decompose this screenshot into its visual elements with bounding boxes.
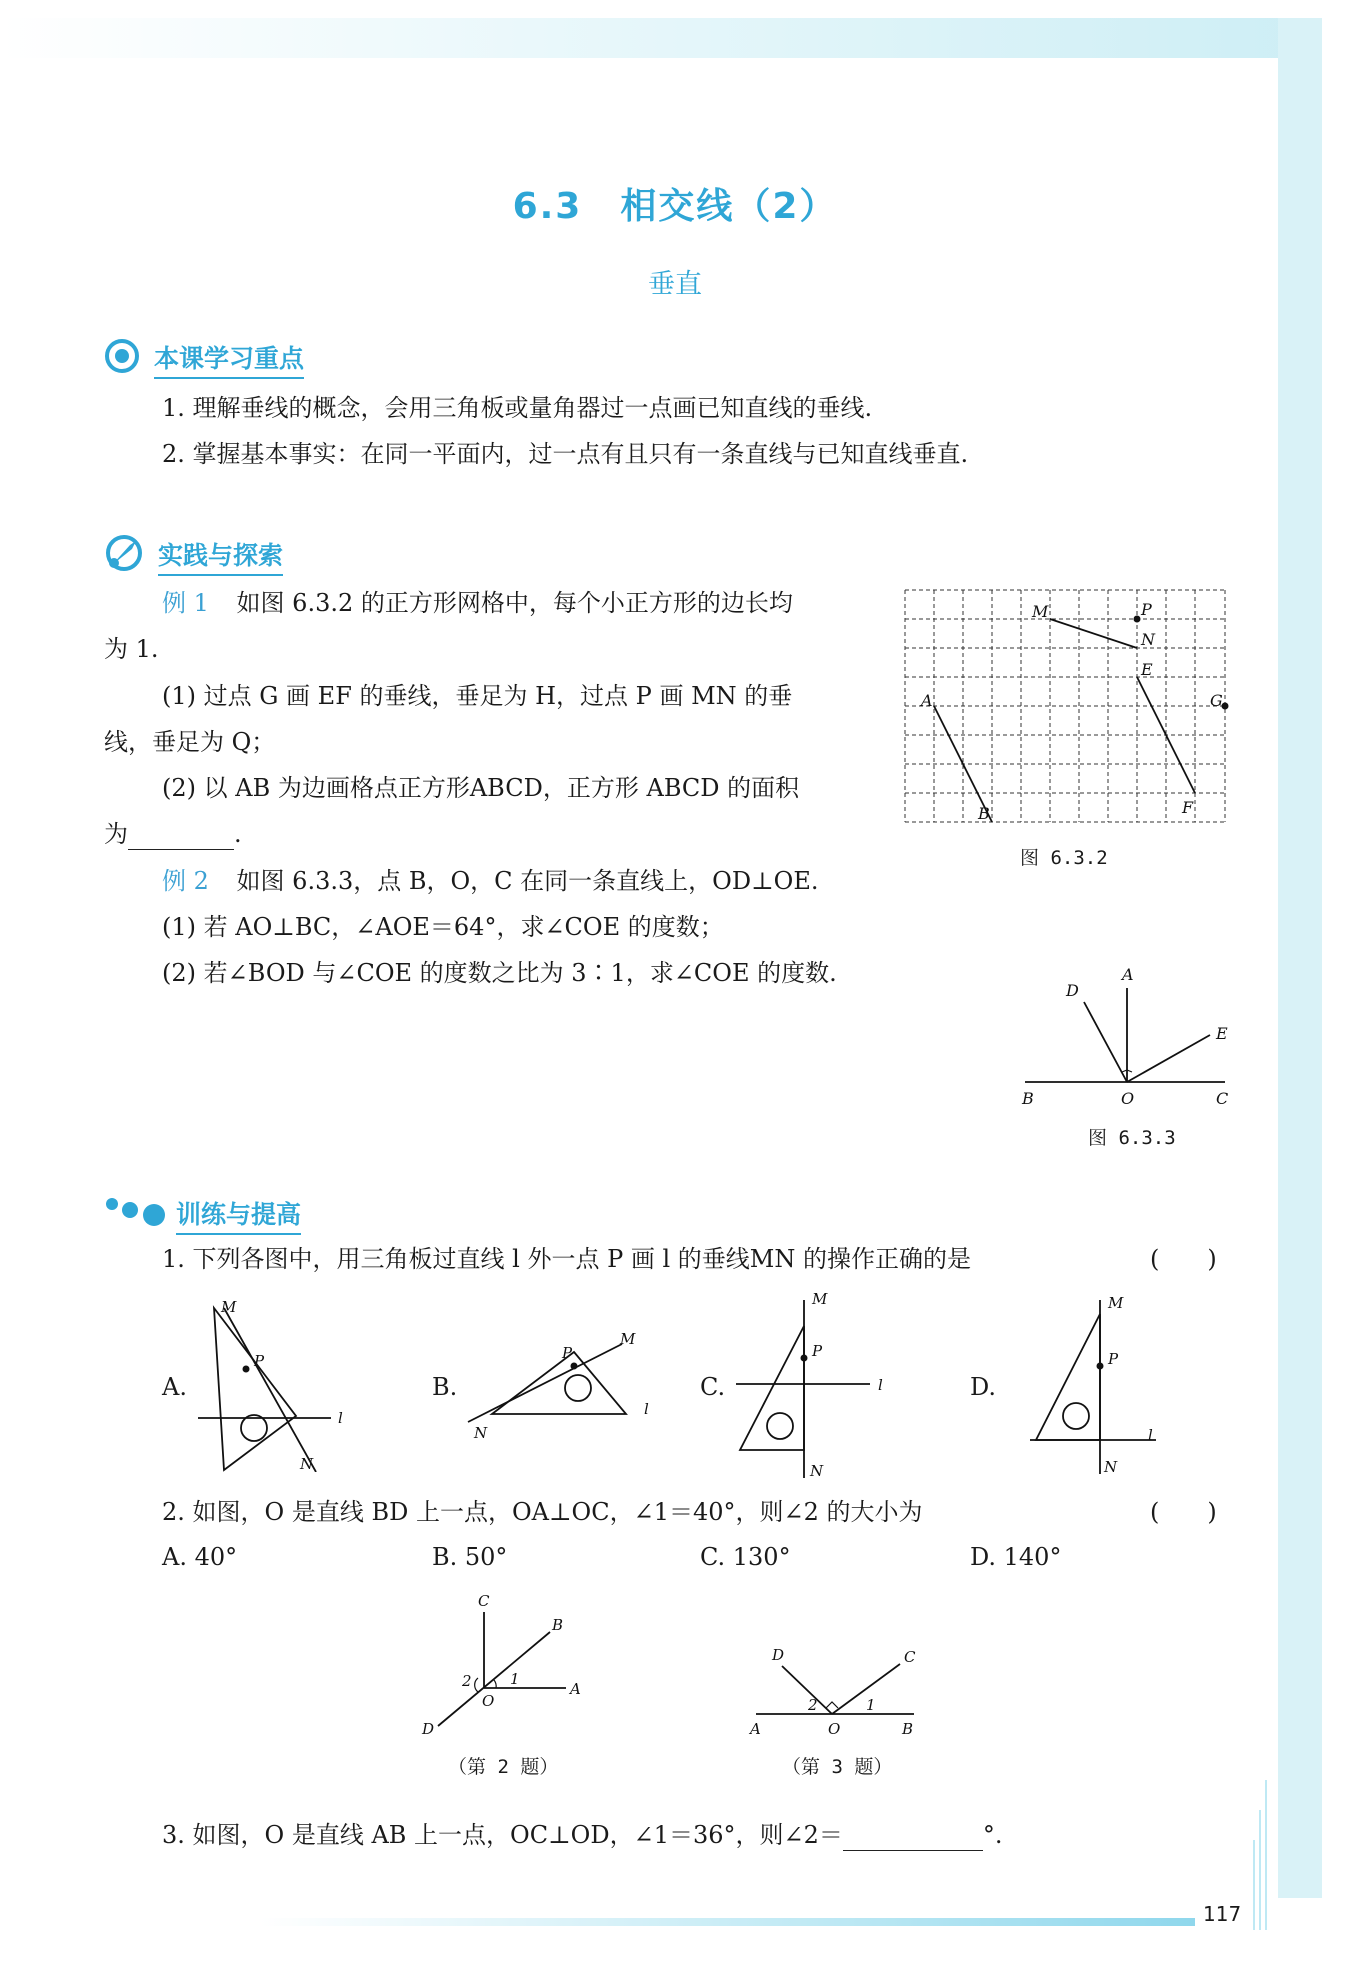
label-O: O bbox=[828, 1720, 841, 1738]
example-2-q1: (1) 若 AO⊥BC，∠AOE＝64°，求∠COE 的度数； bbox=[162, 913, 724, 941]
example-1-line1: 如图 6.3.2 的正方形网格中，每个小正方形的边长均 bbox=[236, 589, 793, 617]
label-l: l bbox=[878, 1376, 883, 1394]
label-1: 1 bbox=[510, 1670, 520, 1688]
label-P: P bbox=[812, 1342, 823, 1360]
figure-6-3-2-caption: 图 6.3.2 bbox=[1020, 847, 1108, 869]
label-A: A bbox=[570, 1680, 581, 1698]
label-C: C bbox=[904, 1648, 916, 1666]
label-N: N bbox=[300, 1455, 314, 1472]
label-C: C bbox=[1216, 1089, 1229, 1108]
label-A: A bbox=[921, 691, 933, 710]
choice-D[interactable]: D. 140° bbox=[970, 1543, 1062, 1571]
label-P: P bbox=[562, 1344, 573, 1362]
label-2: 2 bbox=[808, 1696, 818, 1714]
focus-item-2: 2. 掌握基本事实：在同一平面内，过一点有且只有一条直线与已知直线垂直. bbox=[162, 440, 969, 468]
label-D: D bbox=[1066, 981, 1079, 1000]
figure-6-3-2 bbox=[900, 585, 1240, 835]
question-2-text: 2. 如图，O 是直线 BD 上一点，OA⊥OC，∠1＝40°，则∠2 的大小为 bbox=[162, 1498, 923, 1526]
label-N: N bbox=[1141, 630, 1155, 649]
example-2-line1: 如图 6.3.3，点 B，O，C 在同一条直线上，OD⊥OE. bbox=[236, 867, 819, 895]
choice-A[interactable]: A. 40° bbox=[162, 1543, 238, 1571]
question-3-caption: （第 3 题） bbox=[782, 1756, 893, 1778]
option-B-label: B. bbox=[432, 1373, 458, 1401]
label-A: A bbox=[1122, 965, 1134, 984]
label-M: M bbox=[812, 1290, 828, 1308]
option-C-label: C. bbox=[700, 1373, 726, 1401]
question-3-tail: °. bbox=[982, 1821, 1003, 1849]
label-M: M bbox=[1032, 602, 1049, 621]
segment-MN bbox=[1050, 619, 1137, 648]
rocket-icon bbox=[104, 533, 144, 573]
label-F: F bbox=[1182, 798, 1194, 817]
label-A: A bbox=[750, 1720, 761, 1738]
label-P: P bbox=[254, 1352, 265, 1370]
label-M: M bbox=[221, 1300, 237, 1316]
page-title: 6.3 相交线（2） bbox=[512, 186, 838, 227]
label-1: 1 bbox=[866, 1696, 876, 1714]
label-E: E bbox=[1216, 1024, 1228, 1043]
focus-item-1: 1. 理解垂线的概念，会用三角板或量角器过一点画已知直线的垂线. bbox=[162, 394, 873, 422]
label-l: l bbox=[338, 1409, 343, 1427]
choice-C[interactable]: C. 130° bbox=[700, 1543, 791, 1571]
figure-6-3-3 bbox=[1010, 960, 1250, 1110]
question-1-text: 1. 下列各图中，用三角板过直线 l 外一点 P 画 l 的垂线MN 的操作正确的是 bbox=[162, 1245, 972, 1273]
example-1-q1a: (1) 过点 G 画 EF 的垂线，垂足为 H，过点 P 画 MN 的垂 bbox=[162, 682, 793, 710]
option-B-figure[interactable] bbox=[462, 1330, 662, 1448]
figure-question-2 bbox=[416, 1588, 596, 1738]
point-P bbox=[1134, 616, 1141, 623]
label-N: N bbox=[1104, 1458, 1118, 1476]
label-l: l bbox=[644, 1400, 649, 1418]
example-1-q2b: 为 bbox=[104, 820, 128, 848]
label-N: N bbox=[810, 1462, 824, 1480]
question-2-bracket: ( ) bbox=[1150, 1498, 1217, 1526]
label-N: N bbox=[474, 1424, 488, 1442]
ray-OD bbox=[782, 1666, 832, 1714]
ray-OE bbox=[1127, 1035, 1210, 1082]
label-P: P bbox=[1141, 600, 1152, 619]
option-A-label: A. bbox=[162, 1373, 187, 1401]
dots-icon bbox=[104, 1193, 170, 1229]
page-number: 117 bbox=[1203, 1902, 1242, 1926]
label-G: G bbox=[1210, 691, 1223, 710]
section-heading-focus: 本课学习重点 bbox=[154, 339, 304, 379]
ray-OD bbox=[1084, 1002, 1127, 1082]
label-O: O bbox=[1121, 1089, 1135, 1108]
figure-question-3 bbox=[742, 1598, 932, 1738]
label-M: M bbox=[1108, 1294, 1124, 1312]
footer-bar bbox=[260, 1918, 1195, 1926]
example-1-q2c: . bbox=[234, 820, 242, 848]
example-2-q2: (2) 若∠BOD 与∠COE 的度数之比为 3∶1，求∠COE 的度数. bbox=[162, 959, 837, 987]
answer-blank[interactable] bbox=[843, 1820, 983, 1851]
option-C-figure[interactable] bbox=[730, 1290, 900, 1480]
line-BD bbox=[438, 1632, 550, 1726]
label-l: l bbox=[1148, 1426, 1153, 1444]
question-1-bracket: ( ) bbox=[1150, 1245, 1217, 1273]
label-C: C bbox=[478, 1592, 490, 1610]
label-P: P bbox=[1108, 1350, 1119, 1368]
question-3-text: 3. 如图，O 是直线 AB 上一点，OC⊥OD，∠1＝36°，则∠2＝ bbox=[162, 1821, 843, 1849]
example-1-q1b: 线，垂足为 Q； bbox=[104, 728, 276, 756]
label-E: E bbox=[1141, 660, 1153, 679]
label-B: B bbox=[902, 1720, 914, 1738]
label-B: B bbox=[978, 804, 990, 823]
question-2-caption: （第 2 题） bbox=[448, 1756, 559, 1778]
label-B: B bbox=[1022, 1089, 1034, 1108]
decorative-lines bbox=[1250, 1780, 1274, 1930]
example-1-line2: 为 1. bbox=[104, 635, 159, 663]
example-2-label: 例 2 bbox=[162, 867, 209, 895]
label-D: D bbox=[422, 1720, 435, 1738]
section-heading-practice: 实践与探索 bbox=[158, 536, 283, 576]
label-D: D bbox=[772, 1646, 785, 1664]
example-1-label: 例 1 bbox=[162, 589, 209, 617]
label-O: O bbox=[482, 1692, 495, 1710]
label-2: 2 bbox=[462, 1672, 472, 1690]
answer-blank-area[interactable] bbox=[128, 819, 234, 850]
figure-6-3-3-caption: 图 6.3.3 bbox=[1088, 1127, 1176, 1149]
label-B: B bbox=[552, 1616, 564, 1634]
option-D-figure[interactable] bbox=[1000, 1290, 1180, 1480]
option-A-figure[interactable] bbox=[196, 1300, 356, 1472]
target-icon bbox=[104, 338, 140, 374]
page-subtitle: 垂直 bbox=[648, 269, 702, 300]
label-M: M bbox=[620, 1330, 636, 1348]
choice-B[interactable]: B. 50° bbox=[432, 1543, 508, 1571]
option-D-label: D. bbox=[970, 1373, 997, 1401]
section-heading-training: 训练与提高 bbox=[176, 1195, 301, 1235]
example-1-q2a: (2) 以 AB 为边画格点正方形ABCD，正方形 ABCD 的面积 bbox=[162, 774, 800, 802]
